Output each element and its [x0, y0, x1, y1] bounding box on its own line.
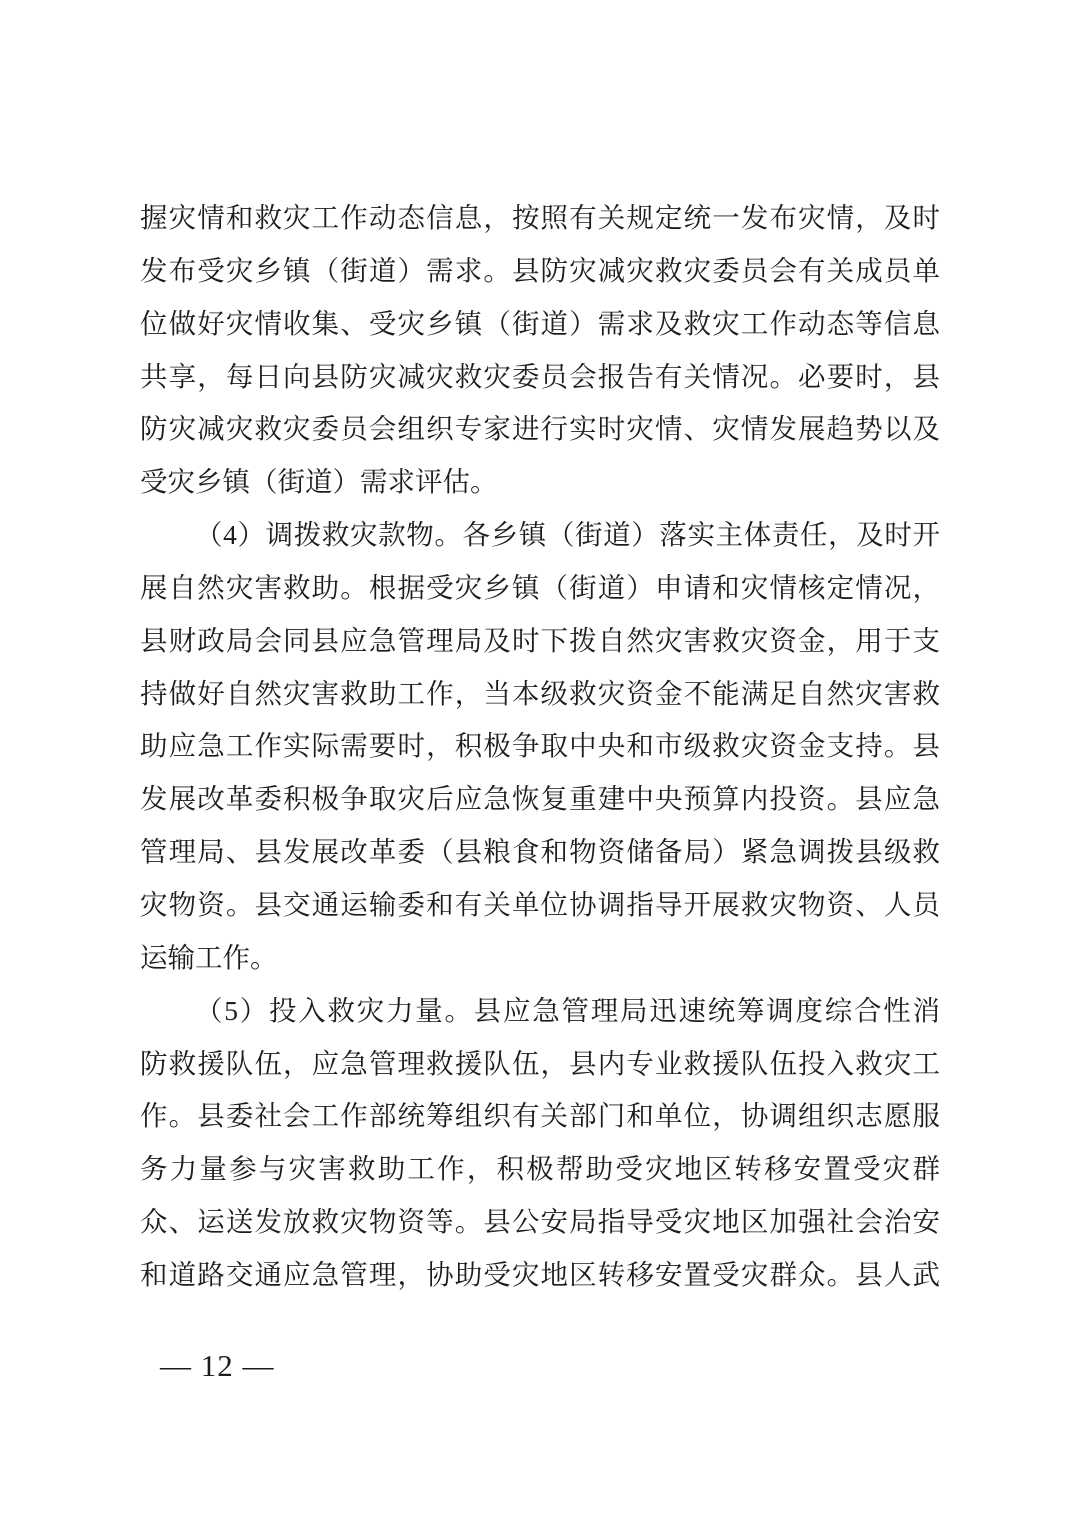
text-line: 展自然灾害救助。根据受灾乡镇（街道）申请和灾情核定情况，: [140, 571, 940, 603]
text-line: （4）调拨救灾款物。各乡镇（街道）落实主体责任，及时开: [195, 519, 940, 551]
page-number: — 12 —: [160, 1348, 275, 1383]
document-body-text: [140, 192, 940, 1302]
text-line: 共享，每日向县防灾减灾救灾委员会报告有关情况。必要时，县: [140, 360, 940, 392]
text-line: 发展改革委积极争取灾后应急恢复重建中央预算内投资。县应急: [140, 783, 940, 815]
text-line: 务力量参与灾害救助工作，积极帮助受灾地区转移安置受灾群: [140, 1153, 940, 1185]
text-line: 和道路交通应急管理，协助受灾地区转移安置受灾群众。县人武: [140, 1258, 940, 1290]
text-line: 作。县委社会工作部统筹组织有关部门和单位，协调组织志愿服: [140, 1100, 940, 1132]
text-line: 发布受灾乡镇（街道）需求。县防灾减灾救灾委员会有关成员单: [140, 254, 940, 286]
text-line: 管理局、县发展改革委（县粮食和物资储备局）紧急调拨县级救: [140, 836, 940, 868]
text-line: 助应急工作实际需要时，积极争取中央和市级救灾资金支持。县: [140, 730, 940, 762]
text-line: 县财政局会同县应急管理局及时下拨自然灾害救灾资金，用于支: [140, 624, 940, 656]
text-line: 受灾乡镇（街道）需求评估。: [140, 466, 498, 498]
text-line: 防灾减灾救灾委员会组织专家进行实时灾情、灾情发展趋势以及: [140, 413, 940, 445]
text-line: 防救援队伍，应急管理救援队伍，县内专业救援队伍投入救灾工: [140, 1047, 940, 1079]
text-line: 灾物资。县交通运输委和有关单位协调指导开展救灾物资、人员: [140, 888, 940, 920]
text-line: 运输工作。: [140, 941, 278, 973]
text-line: 持做好自然灾害救助工作，当本级救灾资金不能满足自然灾害救: [140, 677, 940, 709]
text-line: 众、运送发放救灾物资等。县公安局指导受灾地区加强社会治安: [140, 1206, 940, 1238]
text-line: 握灾情和救灾工作动态信息，按照有关规定统一发布灾情，及时: [140, 202, 940, 233]
text-line: 位做好灾情收集、受灾乡镇（街道）需求及救灾工作动态等信息: [140, 307, 940, 339]
text-line: （5）投入救灾力量。县应急管理局迅速统筹调度综合性消: [195, 994, 940, 1026]
